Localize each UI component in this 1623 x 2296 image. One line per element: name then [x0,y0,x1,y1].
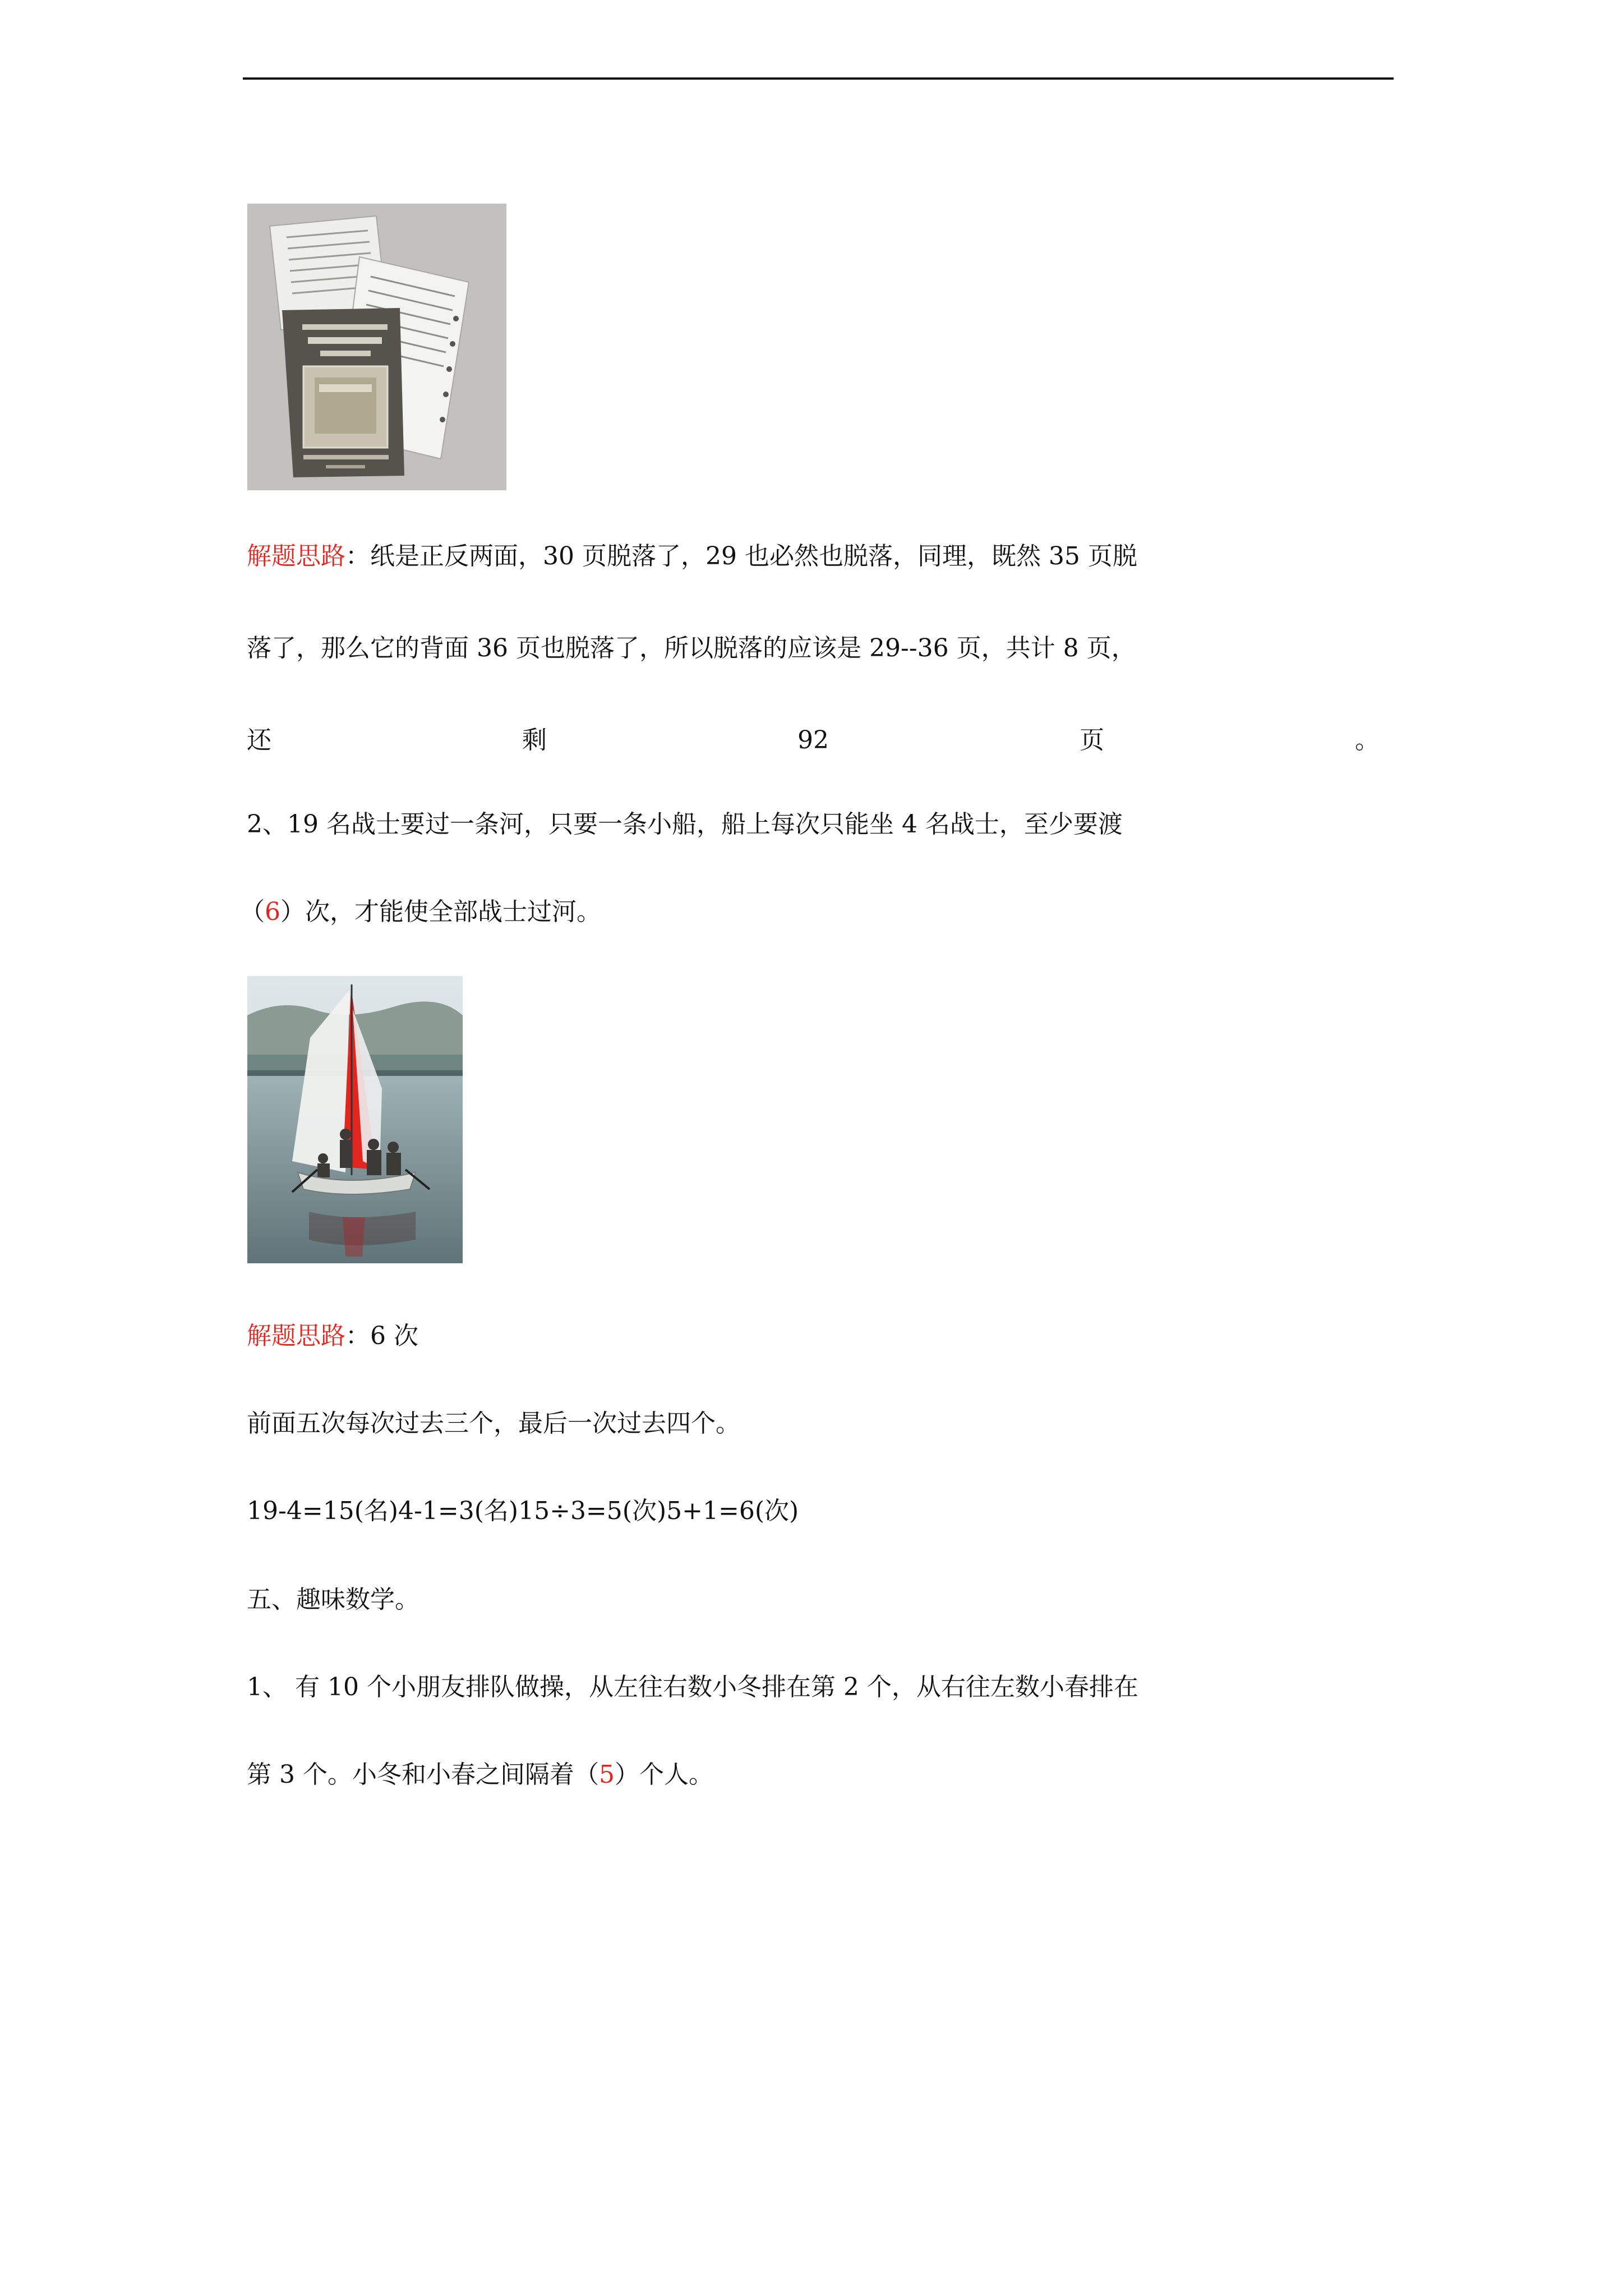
q2-answer: 6 [265,898,280,926]
solution-label: 解题思路 [247,1322,345,1350]
q2-question-line1: 2、19 名战士要过一条河，只要一条小船，船上每次只能坐 4 名战士，至少要渡 [247,810,1123,839]
solution-label: 解题思路 [247,542,345,570]
q1-solution-line2: 落了，那么它的背面 36 页也脱落了，所以脱落的应该是 29--36 页，共计 8 页， [247,634,1136,662]
q2-question-line2: （6）次，才能使全部战士过河。 [240,898,601,926]
section5-q1-line1: 1、 有 10 个小朋友排队做操，从左往右数小冬排在第 2 个，从右往左数小春排在 [247,1673,1138,1701]
section5-q1-line2: 第 3 个。小冬和小春之间隔着（5）个人。 [247,1760,713,1789]
section5-title: 五、趣味数学。 [247,1585,419,1614]
q2-solution-formula: 19-4=15(名)4-1=3(名)15÷3=5(次)5+1=6(次) [247,1497,799,1525]
book-pages-image [247,204,506,490]
header-rule [243,77,1394,80]
q1-solution-line3: 还 剩 92 页 。 [247,726,1380,754]
q2-solution-explanation: 前面五次每次过去三个，最后一次过去四个。 [247,1409,740,1438]
q2-solution-line1: 解题思路：6 次 [247,1322,418,1350]
q1-solution-line1: 解题思路：纸是正反两面，30 页脱落了，29 也必然也脱落，同理，既然 35 页脱 [247,542,1137,570]
sailboat-image [247,976,463,1263]
section5-q1-answer: 5 [598,1760,615,1789]
